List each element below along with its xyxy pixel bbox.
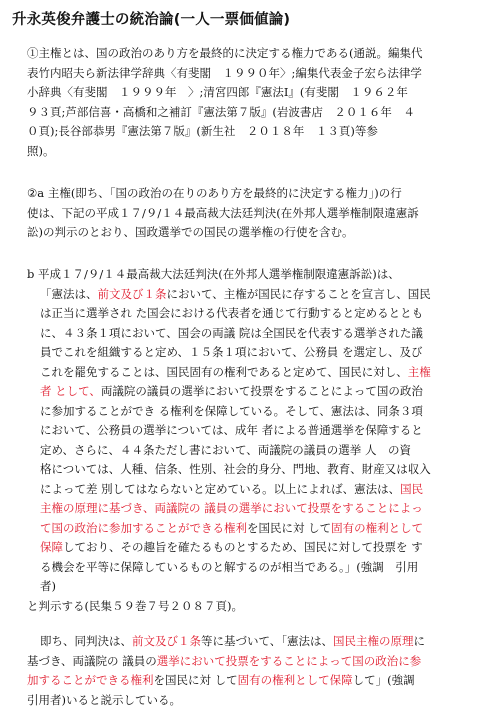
text-segment: と判示する(民集５９巻７号２０８７頁)。 bbox=[27, 598, 243, 613]
text-line bbox=[27, 652, 489, 672]
text-segment: しており、その趣旨を確たるものとするため、国民に対して投票を す bbox=[63, 540, 423, 554]
text-segment: これを罷免することは、国民固有の権利であると定めて、国民に対し、 bbox=[40, 364, 408, 379]
text-line bbox=[27, 223, 489, 243]
text-segment: して」(強調 bbox=[352, 673, 415, 687]
text-segment: 「憲法は、 bbox=[40, 286, 98, 301]
emphasis-text: 者 として、 bbox=[40, 384, 101, 398]
emphasis-text: 国民 bbox=[400, 481, 424, 496]
text-segment: ０頁);長谷部恭男『憲法第７版』(新生社 ２０１８年 １３頁)等参 bbox=[27, 124, 378, 138]
emphasis-text: て国の政治に参加することができる権利 bbox=[40, 520, 247, 535]
paragraph-supreme-court-ruling bbox=[27, 265, 489, 616]
text-line bbox=[27, 304, 489, 324]
text-line bbox=[27, 402, 489, 422]
text-segment: 定め、さらに、４４条ただし書において、両議院の議員の選挙 人 の資 bbox=[40, 442, 411, 457]
paragraph-exercise-of-sovereignty bbox=[27, 184, 489, 243]
text-line bbox=[27, 632, 489, 652]
text-segment: ①主権とは、国の政治のあり方を最終的に決定する権力である(通説。編集代 bbox=[27, 46, 423, 60]
text-line bbox=[27, 671, 489, 691]
text-line bbox=[27, 577, 489, 597]
emphasis-text: 選挙において投票をすることによって国の政治に参 bbox=[156, 653, 422, 668]
text-line bbox=[27, 691, 489, 711]
text-segment: 者) bbox=[40, 579, 56, 593]
text-line bbox=[27, 363, 489, 383]
text-segment: によって差 別してはならないと定めている。以上によれば、憲法は、 bbox=[40, 481, 401, 496]
text-segment: ②a 主権(即ち、「国の政治の在りのあり方を最終的に決定する権力」)の行 bbox=[27, 186, 402, 200]
text-segment: は正当に選挙され た国会における代表者を通じて行動すると定めるととも bbox=[40, 306, 424, 320]
text-line bbox=[27, 519, 489, 539]
text-segment: 等に基づいて、「憲法は、 bbox=[201, 634, 334, 648]
text-line bbox=[27, 83, 489, 103]
text-line bbox=[27, 44, 489, 64]
text-line bbox=[27, 441, 489, 461]
text-segment: に参加することができ る権利を保障している。そして、憲法は、同条３項 bbox=[40, 403, 423, 418]
text-segment: る機会を平等に保障しているものと解するのが相当である。」(強調 引用 bbox=[40, 559, 419, 574]
text-line bbox=[27, 122, 489, 142]
emphasis-text: 主権の原理に基づき、両議院の 議員の選挙において投票をすることによっ bbox=[40, 501, 423, 515]
emphasis-text: 国民主権の原理 bbox=[333, 634, 414, 648]
text-segment: 訟)の判示のとおり、国政選挙での国民の選挙権の行使を含む。 bbox=[27, 225, 354, 239]
text-segment: 員でこれを組織すると定め、１５条１項において、公務員 を選定し、及び bbox=[40, 345, 423, 359]
text-line bbox=[27, 285, 489, 305]
emphasis-text: 加することができる権利 bbox=[27, 673, 154, 687]
text-line bbox=[27, 265, 489, 285]
text-line bbox=[27, 64, 489, 84]
text-line bbox=[27, 558, 489, 578]
text-segment: 引用者)いると説示している。 bbox=[27, 692, 181, 707]
text-line bbox=[27, 382, 489, 402]
paragraph-ruling-explanation bbox=[27, 632, 489, 710]
text-segment: において、公務員の選挙については、成年 者による普通選挙を保障すると bbox=[40, 423, 423, 437]
text-segment: を国民に対 して bbox=[153, 673, 238, 687]
emphasis-text: 前文及び１条 bbox=[132, 634, 201, 648]
text-line bbox=[27, 142, 489, 162]
text-segment: 使は、下記の平成１７/９/１４最高裁大法廷判決(在外邦人選挙権制限違憲訴 bbox=[27, 205, 419, 220]
text-segment: において、主権が国民に存することを宣言し、国民 bbox=[166, 286, 431, 301]
text-line bbox=[27, 204, 489, 224]
text-line bbox=[27, 460, 489, 480]
text-segment: 小辞典〈有斐閣 １９９９年 〉;清宮四郎『憲法Ⅰ』(有斐閣 １９６２年 bbox=[27, 85, 408, 99]
text-segment: に、４３条１項において、国会の両議 院は全国民を代表する選挙された議 bbox=[40, 325, 423, 340]
text-line bbox=[27, 480, 489, 500]
text-segment: 表竹内昭夫ら新法律学辞典〈有斐閣 １９９０年〉;編集代表金子宏ら法律学 bbox=[27, 65, 422, 80]
text-line bbox=[27, 597, 489, 617]
text-segment: 両議院の議員の選挙において投票をすることによって国の政治 bbox=[100, 384, 423, 398]
document-title: 升永英俊弁護士の統治論(一人一票価値論) bbox=[12, 12, 291, 28]
emphasis-text: 固有の権利として保障 bbox=[237, 673, 353, 687]
text-segment: 即ち、同判決は、 bbox=[40, 634, 132, 648]
text-segment: を国民に対 して bbox=[247, 520, 332, 535]
paragraph-sovereignty-definition bbox=[27, 44, 489, 161]
text-line bbox=[27, 184, 489, 204]
text-line bbox=[27, 499, 489, 519]
text-segment: 照)。 bbox=[27, 143, 55, 158]
text-segment: 基づき、両議院の 議員の bbox=[27, 653, 157, 668]
emphasis-text: 保障 bbox=[40, 540, 63, 554]
text-line bbox=[27, 538, 489, 558]
emphasis-text: 固有の権利として bbox=[331, 520, 424, 535]
text-line bbox=[27, 343, 489, 363]
text-segment: b 平成１７/９/１４最高裁大法廷判決(在外邦人選挙権制限違憲訴訟)は、 bbox=[27, 267, 400, 281]
text-line bbox=[27, 421, 489, 441]
text-segment: に bbox=[413, 634, 426, 648]
text-line bbox=[27, 324, 489, 344]
emphasis-text: 主権 bbox=[407, 364, 431, 379]
emphasis-text: 前文及び１条 bbox=[97, 286, 167, 301]
text-segment: ９３頁;芦部信喜・高橋和之補訂『憲法第７版』(岩波書店 ２０１６年 ４ bbox=[27, 104, 415, 119]
text-line bbox=[27, 103, 489, 123]
text-segment: 格については、人種、信条、性別、社会的身分、門地、教育、財産又は収入 bbox=[40, 462, 431, 476]
